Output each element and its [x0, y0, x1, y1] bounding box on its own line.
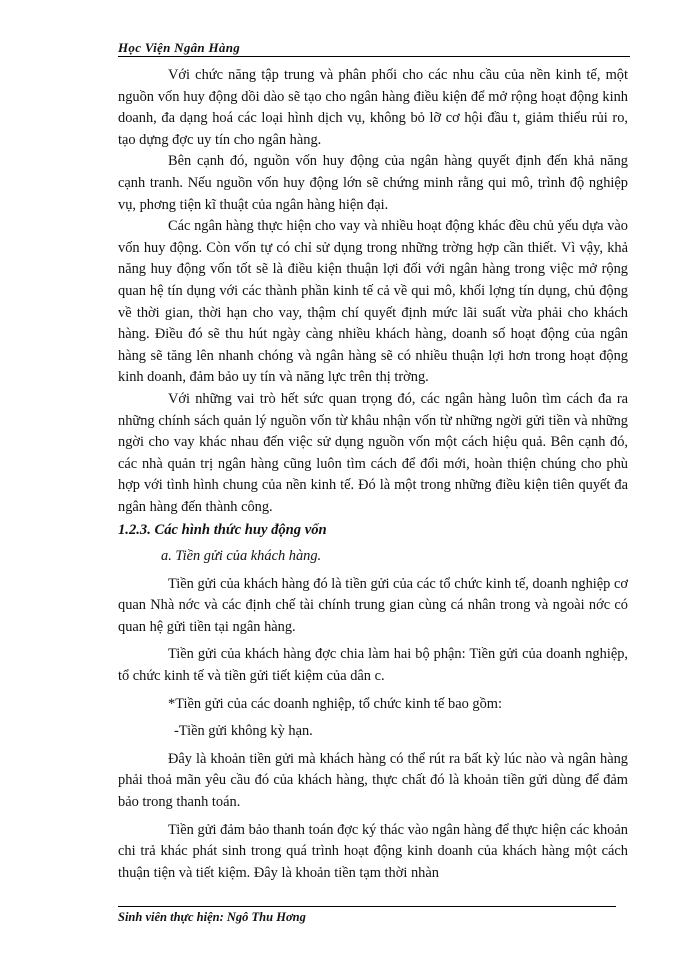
- page-header: Học Viện Ngân Hàng: [118, 40, 241, 55]
- paragraph-5: Tiền gửi của khách hàng đó là tiền gửi của các tổ chức kinh tế, doanh nghiệp cơ quan Nhà nớc và các định chế tài chính trung gian cùng cá nhân trong và ngoài nớc có quan hệ gửi tiền tại ngân hàng.: [118, 575, 628, 635]
- paragraph-10: Tiền gửi đảm bảo thanh toán đợc ký thác vào ngân hàng để thực hiện các khoản chi trả khác phát sinh trong quá trình hoạt động kinh doanh của khách hàng một cách thuận tiện và tiết kiệm. Đây là khoản tiền tạm thời nhàn: [118, 821, 628, 881]
- section-heading: 1.2.3. Các hình thức huy động vốn: [118, 522, 327, 539]
- paragraph-1: Với chức năng tập trung và phân phối cho các nhu cầu của nền kinh tế, một nguồn vốn huy động dồi dào sẽ tạo cho ngân hàng điều kiện để mở rộng hoạt động kinh doanh, đa dạng hoá các loại hình dịch vụ, không bỏ lỡ cơ hội đầu t, giảm thiểu rủi ro, tạo dựng đợc uy tín cho ngân hàng.: [118, 67, 628, 148]
- page-footer: Sinh viên thực hiện: Ngô Thu Hơng: [118, 910, 306, 924]
- list-item: -Tiền gửi không kỳ hạn.: [174, 723, 313, 740]
- subsection-heading: a. Tiền gửi của khách hàng.: [161, 548, 322, 565]
- paragraph-7: *Tiền gửi của các doanh nghiệp, tổ chức kinh tế bao gồm:: [168, 695, 502, 712]
- paragraph-6: Tiền gửi của khách hàng đợc chia làm hai bộ phận: Tiền gửi của doanh nghiệp, tổ chức kinh tế và tiền gửi tiết kiệm của dân c.: [118, 646, 628, 685]
- paragraph-2: Bên cạnh đó, nguồn vốn huy động của ngân hàng quyết định đến khả năng cạnh tranh. Nếu nguồn vốn huy động lớn sẽ chứng minh rằng qui mô, trình độ nghiệp vụ, phơng tiện kĩ thuật của ngân hàng hiện đại.: [118, 153, 628, 213]
- header-divider: [118, 56, 630, 57]
- document-body: [118, 65, 628, 884]
- paragraph-3: Các ngân hàng thực hiện cho vay và nhiều hoạt động khác đều chủ yếu dựa vào vốn huy động. Còn vốn tự có chỉ sử dụng trong những trờng hợp cần thiết. Vì vậy, khả năng huy động vốn tốt sẽ là điều kiện thuận lợi đối với ngân hàng trong việc mở rộng quan hệ tín dụng với các thành phần kinh tế cả về qui mô, khối lợng tín dụng, chủ động về thời gian, thời hạn cho vay, thậm chí quyết định mức lãi suất vừa phải cho khách hàng. Điều đó sẽ thu hút ngày càng nhiều khách hàng, doanh số hoạt động của ngân hàng sẽ tăng lên nhanh chóng và ngân hàng sẽ có nhiều thuận lợi hơn trong hoạt động kinh doanh, đảm bảo uy tín và năng lực trên thị trờng.: [118, 218, 628, 386]
- paragraph-9: Đây là khoản tiền gửi mà khách hàng có thể rút ra bất kỳ lúc nào và ngân hàng phải thoả mãn yêu cầu đó của khách hàng, thực chất đó là khoản tiền gửi dùng để đảm bảo trong thanh toán.: [118, 750, 628, 810]
- footer-divider: [118, 906, 616, 907]
- paragraph-4: Với những vai trò hết sức quan trọng đó, các ngân hàng luôn tìm cách đa ra những chính sách quản lý nguồn vốn từ khâu nhận vốn từ những ngời gửi tiền và những ngời cho vay khác nhau đến việc sử dụng nguồn vốn một cách hiệu quả. Bên cạnh đó, các nhà quản trị ngân hàng cũng luôn tìm cách để đổi mới, hoàn thiện chúng cho phù hợp với tình hình chung của nền kinh tế. Đó là một trong những điều kiện tiên quyết đa ngân hàng đến thành công.: [118, 390, 628, 515]
